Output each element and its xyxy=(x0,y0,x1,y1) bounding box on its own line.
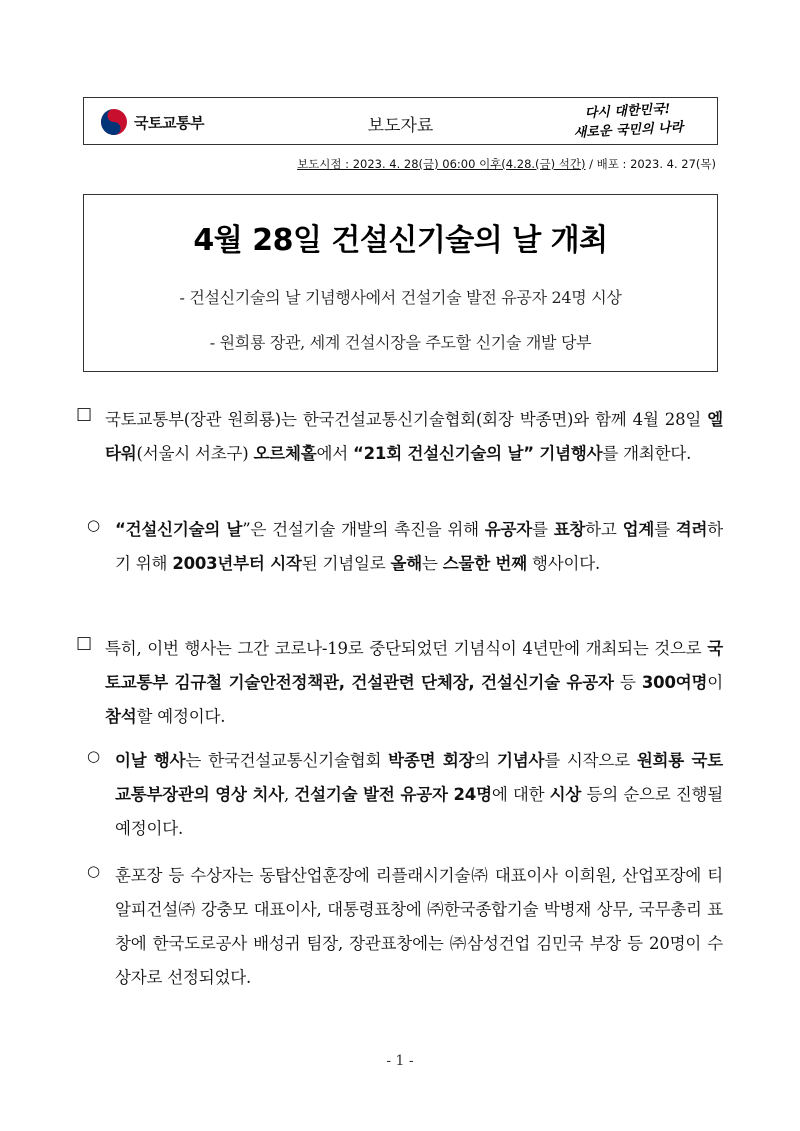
emphasis: 유공자 xyxy=(484,520,532,539)
text: 훈포장 등 수상자는 동탑산업훈장에 리플래시기술㈜ 대표이사 이희원, 산업포장에 티알피건설㈜ 강충모 대표이사, 대통령표창에 ㈜한국종합기술 박병재 상무, 국무총리 표창에 한국도로공사 배성귀 팀장, 장관표창에는 ㈜삼성건업 김민국 부장 등 20명이 수상자로 선정되었다. xyxy=(115,866,723,987)
subtitle-2: - 원희룡 장관, 세계 건설시장을 주도할 신기술 개발 당부 xyxy=(209,333,592,352)
text: 의 xyxy=(474,751,497,770)
emphasis: 300여명 xyxy=(641,673,708,692)
circle-bullet-icon: ○ xyxy=(87,862,101,880)
text: 하기 위해 xyxy=(115,520,723,573)
emphasis: 건설기술 발전 유공자 24명 xyxy=(294,785,492,804)
text: 를 시작으로 xyxy=(544,751,637,770)
text: 할 예정이다. xyxy=(136,707,226,726)
text: 는 한국건설교통신기술협회 xyxy=(185,751,389,770)
text: 를 xyxy=(532,520,554,539)
emphasis: 국토교통부 김규철 기술안전정책관, 건설관련 단체장, 건설신기술 유공자 xyxy=(105,639,723,692)
emphasis: 오르체홀 xyxy=(253,444,317,463)
text: 는 xyxy=(421,554,443,573)
release-separator: / xyxy=(585,157,597,171)
emphasis: 시상 xyxy=(549,785,582,804)
title-box xyxy=(83,194,718,372)
text: 에 대한 xyxy=(491,785,550,804)
text: 를 개최한다. xyxy=(602,444,692,463)
ministry-name: 국토교통부 xyxy=(134,113,204,132)
distribution-date: 배포 : 2023. 4. 27(목) xyxy=(596,157,716,171)
text: 국토교통부(장관 원희룡)는 한국건설교통신기술협회(회장 박종면)와 함께 4월 28일 xyxy=(105,410,708,429)
subtitle-1: - 건설신기술의 날 기념행사에서 건설기술 발전 유공자 24명 시상 xyxy=(179,288,622,307)
emphasis: 2003년부터 시작 xyxy=(172,554,302,573)
text: 된 기념일로 xyxy=(301,554,391,573)
text: 이 xyxy=(707,673,723,692)
paragraph-4 xyxy=(115,744,723,846)
circle-bullet-icon: ○ xyxy=(87,747,101,765)
circle-bullet-icon: ○ xyxy=(87,516,101,534)
paragraph-1 xyxy=(105,403,723,471)
emphasis: 표창 xyxy=(553,520,586,539)
emphasis: 이날 행사 xyxy=(115,751,186,770)
document-type-label: 보도자료 xyxy=(367,116,434,136)
emphasis: 박종면 회장 xyxy=(388,751,475,770)
slogan-calligraphy xyxy=(552,98,704,144)
page-title: 4월 28일 건설신기술의 날 개최 xyxy=(193,223,608,258)
emphasis: “21회 건설신기술의 날” 기념행사 xyxy=(352,444,603,463)
paragraph-5 xyxy=(115,859,723,995)
text: 를 xyxy=(654,520,676,539)
page-number: - 1 - xyxy=(386,1053,414,1069)
paragraph-2 xyxy=(115,513,723,581)
header-box xyxy=(83,97,718,145)
text: 행사이다. xyxy=(527,554,601,573)
text: , xyxy=(284,785,295,804)
text: 하고 xyxy=(585,520,623,539)
text: 등의 순으로 진행될 예정이다. xyxy=(115,785,724,838)
emphasis: 원희룡 국토교통부장관의 영상 치사 xyxy=(115,751,723,804)
emphasis: 격려 xyxy=(675,520,708,539)
text: 특히, 이번 행사는 그간 코로나-19로 중단되었던 기념식이 4년만에 개최되는 것으로 xyxy=(105,639,708,658)
emphasis: 엘타워 xyxy=(105,410,723,463)
text: 등 xyxy=(613,673,642,692)
text: 에서 xyxy=(316,444,353,463)
text: (서울시 서초구) xyxy=(136,444,254,463)
embargo-time: 보도시점 : 2023. 4. 28(금) 06:00 이후(4.28.(금) 석간) xyxy=(297,157,586,171)
square-bullet-icon: □ xyxy=(76,404,93,424)
emphasis: 스물한 번째 xyxy=(442,554,528,573)
emphasis: 참석 xyxy=(105,707,137,726)
paragraph-3 xyxy=(105,632,723,734)
text: ”은 건설기술 개발의 촉진을 위해 xyxy=(242,520,485,539)
emphasis: “건설신기술의 날 xyxy=(115,520,243,539)
emphasis: 올해 xyxy=(390,554,422,573)
square-bullet-icon: □ xyxy=(76,633,93,653)
slogan-line-1: 다시 대한민국! xyxy=(584,101,671,122)
emphasis: 기념사 xyxy=(497,751,545,770)
emphasis: 업계 xyxy=(622,520,655,539)
slogan-line-2: 새로운 국민의 나라 xyxy=(573,120,684,141)
release-info xyxy=(297,156,716,172)
